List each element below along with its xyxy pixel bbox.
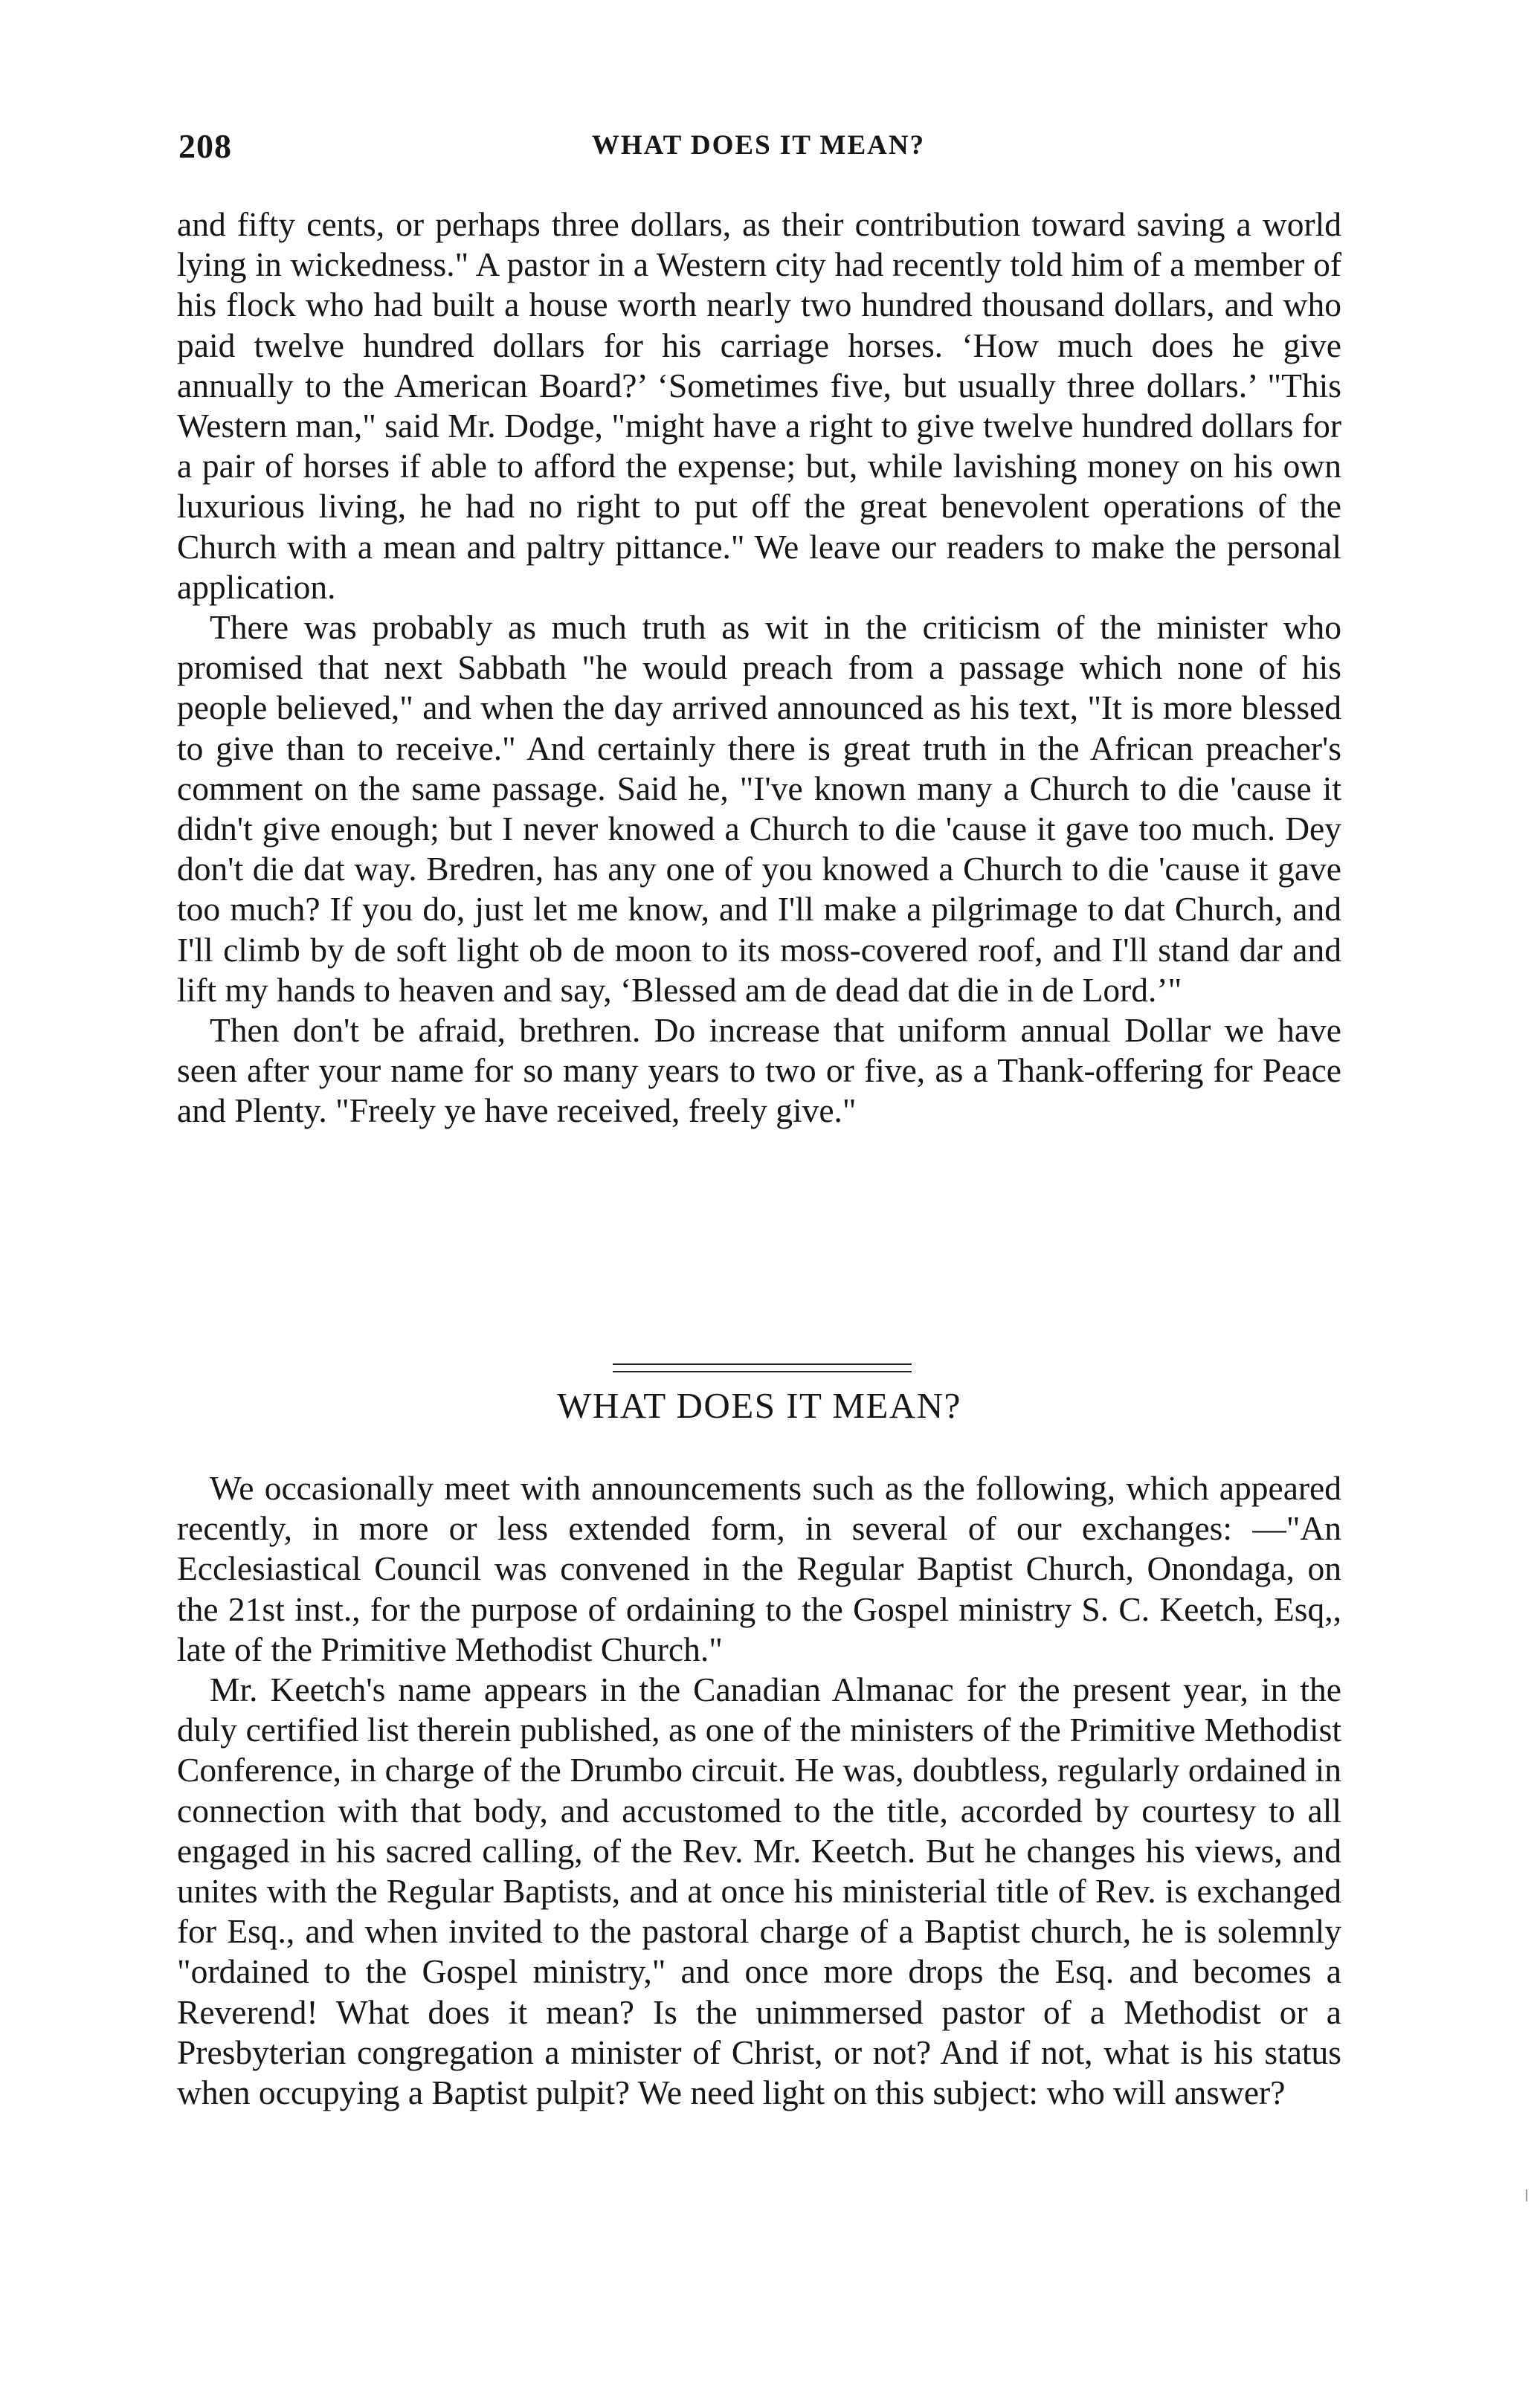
running-head [178, 126, 1338, 171]
paragraph-exhortation: Then don't be afraid, brethren. Do increase that uniform annual Dollar we have seen after your name for so many years to two or five, as a Thank-offering for Peace and Plenty. "Freely ye have received, freely give." [177, 1011, 1341, 1130]
paragraph-announcement: We occasionally meet with announcements such as the following, which appeared recently, in more or less extended form, in several of our exchanges: —"An Ecclesiastical Council was convened in the Regular Baptist Church, Onondaga, on the 21st inst., for the purpose of ordaining to the Gospel ministry S. C. Keetch, Esq,, late of the Primitive Methodist Church." [177, 1469, 1341, 1668]
section-divider-rule-top [613, 1363, 912, 1365]
page-number: 208 [178, 127, 232, 165]
paragraph-preacher-anecdote: There was probably as much truth as wit in the criticism of the minister who promised that next Sabbath "he would preach from a passage which none of his people believed," and when the day arrived announced as his text, "It is more blessed to give than to receive." And certainly there is great truth in the African preacher's comment on the same passage. Said he, "I've known many a Church to die 'cause it didn't give enough; but I never knowed a Church to die 'cause it gave too much. Dey don't die dat way. Bredren, has any one of you knowed a Church to die 'cause it gave too much? If you do, just let me know, and I'll make a pilgrimage to dat Church, and I'll climb by de soft light ob de moon to its moss-covered roof, and I'll stand dar and lift my hands to heaven and say, ‘Blessed am de dead dat die in de Lord.’" [177, 608, 1341, 1009]
section-divider-rule-bottom [613, 1371, 912, 1372]
paragraph-continued: and fifty cents, or perhaps three dollars, as their contribution toward saving a world lying in wickedness." A pastor in a Western city had recently told him of a member of his flock who had built a house worth nearly two hundred thousand dollars, and who paid twelve hundred dollars for his carriage horses. ‘How much does he give annually to the American Board?’ ‘Sometimes five, but usually three dollars.’ "This Western man," said Mr. Dodge, "might have a right to give twelve hundred dollars for a pair of horses if able to afford the expense; but, while lavishing money on his own luxurious living, he had no right to put off the great benevolent operations of the Church with a mean and paltry pittance." We leave our readers to make the personal application. [177, 205, 1341, 606]
section-heading: WHAT DOES IT MEAN? [557, 1385, 961, 1426]
section-article [177, 1468, 1341, 2113]
paragraph-commentary: Mr. Keetch's name appears in the Canadian Almanac for the present year, in the duly certified list therein published, as one of the ministers of the Primitive Methodist Conference, in charge of the Drumbo circuit. He was, doubtless, regularly ordained in connection with that body, and accustomed to the title, accorded by courtesy to all engaged in his sacred calling, of the Rev. Mr. Keetch. But he changes his views, and unites with the Regular Baptists, and at once his ministerial title of Rev. is exchanged for Esq., and when invited to the pastoral charge of a Baptist church, he is solemnly "ordained to the Gospel ministry," and once more drops the Esq. and becomes a Reverend! What does it mean? Is the unimmersed pastor of a Methodist or a Presbyterian congregation a minister of Christ, or not? And if not, what is his status when occupying a Baptist pulpit? We need light on this subject: who will answer? [177, 1671, 1341, 2112]
scan-edge-mark [1526, 2189, 1527, 2201]
continued-article [177, 204, 1341, 1132]
running-title: WHAT DOES IT MEAN? [591, 130, 926, 161]
